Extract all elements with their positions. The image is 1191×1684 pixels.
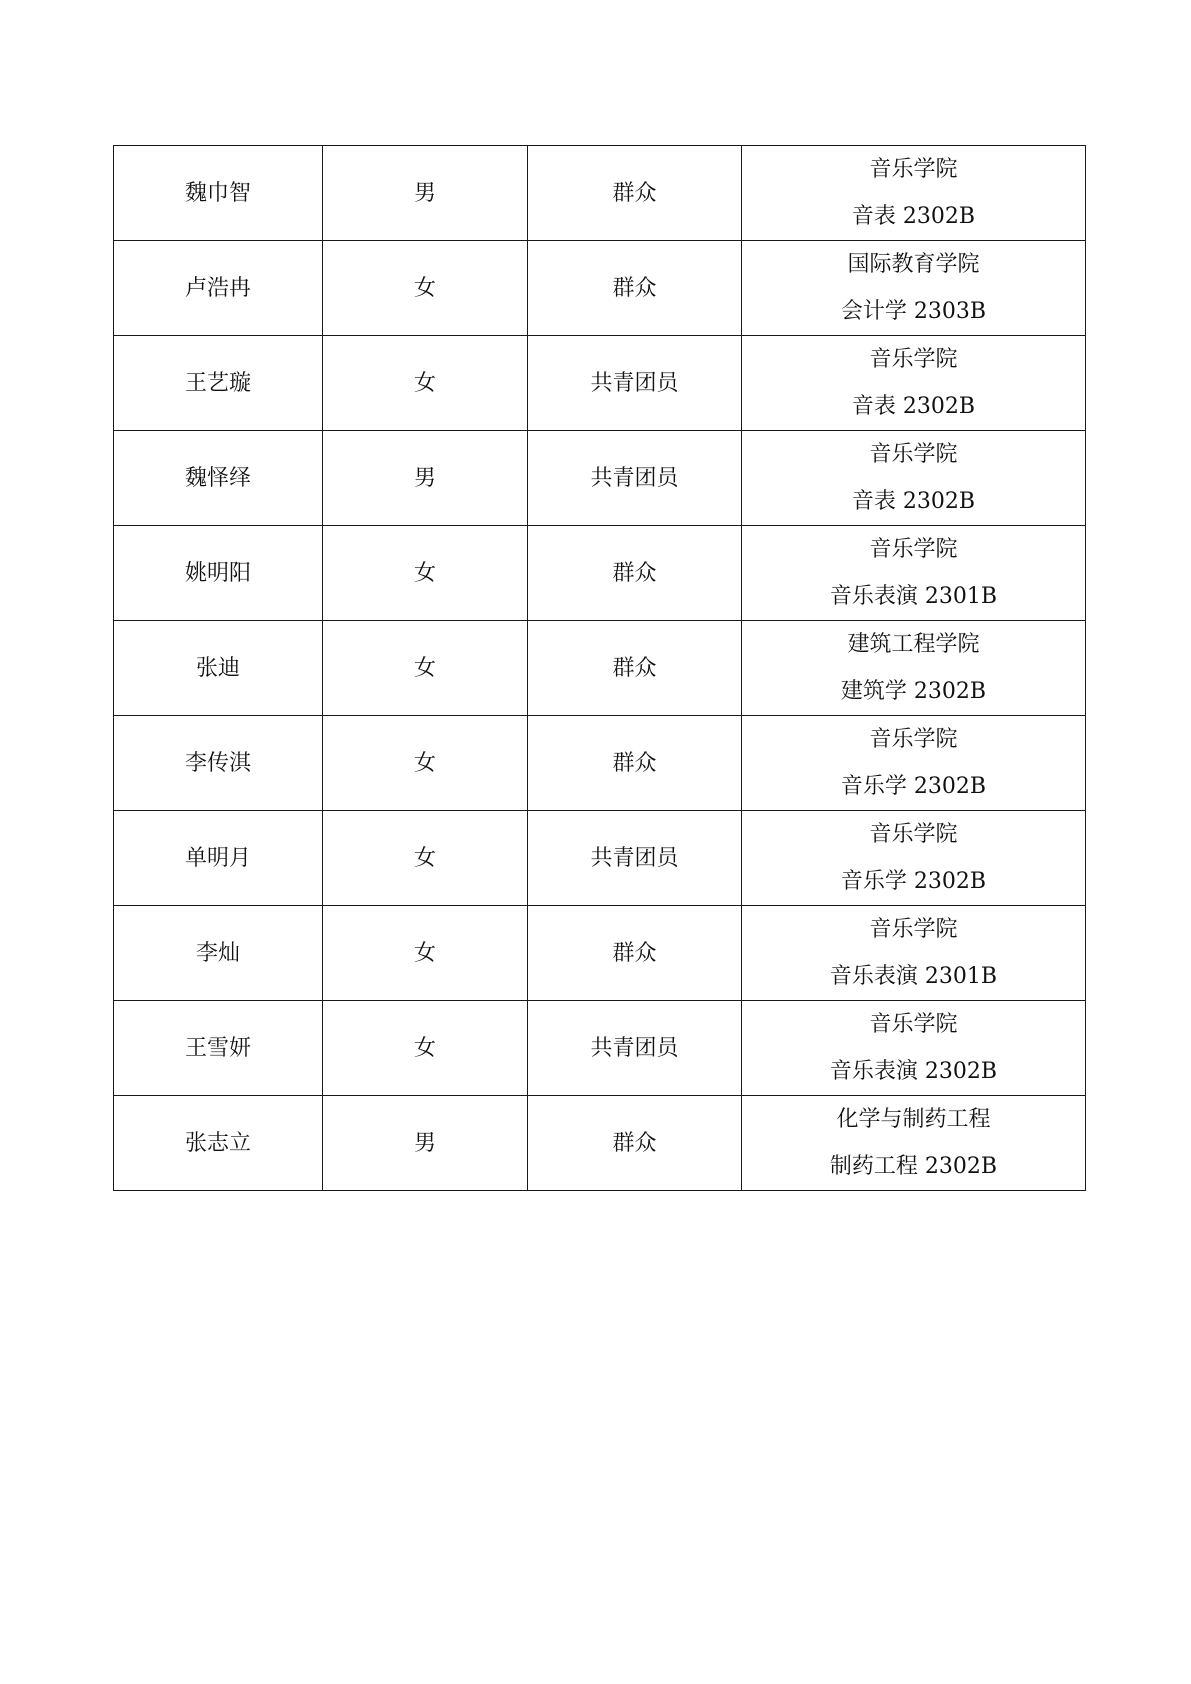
class-text: 音乐表演 2301B: [829, 584, 998, 609]
political-status-cell: 群众: [528, 146, 742, 241]
class-text: 制药工程 2302B: [829, 1154, 998, 1179]
gender-cell: 女: [323, 716, 528, 811]
unit-cell: [742, 241, 1086, 336]
name-cell: 魏巾智: [114, 146, 323, 241]
political-status-cell: 群众: [528, 526, 742, 621]
class-text: 音表 2302B: [851, 394, 976, 419]
name-cell: 单明月: [114, 811, 323, 906]
unit-cell: [742, 1096, 1086, 1191]
gender-cell: 男: [323, 146, 528, 241]
college-text: 音乐学院: [869, 1012, 958, 1037]
unit-cell: [742, 1001, 1086, 1096]
name-cell: 姚明阳: [114, 526, 323, 621]
political-status-cell: 群众: [528, 1096, 742, 1191]
political-status-cell: 共青团员: [528, 1001, 742, 1096]
class-text: 音表 2302B: [851, 204, 976, 229]
gender-cell: 女: [323, 336, 528, 431]
gender-cell: 女: [323, 241, 528, 336]
table-row: [114, 716, 1086, 811]
college-text: 音乐学院: [869, 727, 958, 752]
table-row: [114, 1096, 1086, 1191]
gender-cell: 女: [323, 1001, 528, 1096]
class-text: 音乐学 2302B: [840, 774, 987, 799]
class-text: 音乐表演 2301B: [829, 964, 998, 989]
table-row: [114, 241, 1086, 336]
table-row: [114, 906, 1086, 1001]
gender-cell: 女: [323, 906, 528, 1001]
class-text: 音表 2302B: [851, 489, 976, 514]
table-row: [114, 526, 1086, 621]
gender-cell: 男: [323, 431, 528, 526]
unit-cell: [742, 716, 1086, 811]
college-text: 国际教育学院: [847, 252, 980, 277]
college-text: 音乐学院: [869, 917, 958, 942]
unit-cell: [742, 811, 1086, 906]
table-row: [114, 621, 1086, 716]
political-status-cell: 共青团员: [528, 336, 742, 431]
college-text: 建筑工程学院: [847, 632, 980, 657]
unit-cell: [742, 431, 1086, 526]
political-status-cell: 群众: [528, 716, 742, 811]
unit-cell: [742, 906, 1086, 1001]
class-text: 建筑学 2302B: [840, 679, 987, 704]
political-status-cell: 群众: [528, 241, 742, 336]
class-text: 音乐学 2302B: [840, 869, 987, 894]
name-cell: 张迪: [114, 621, 323, 716]
name-cell: 魏怿绎: [114, 431, 323, 526]
table-row: [114, 811, 1086, 906]
college-text: 音乐学院: [869, 157, 958, 182]
college-text: 音乐学院: [869, 822, 958, 847]
unit-cell: [742, 526, 1086, 621]
unit-cell: [742, 336, 1086, 431]
name-cell: 李灿: [114, 906, 323, 1001]
class-text: 音乐表演 2302B: [829, 1059, 998, 1084]
gender-cell: 女: [323, 526, 528, 621]
table-row: [114, 431, 1086, 526]
gender-cell: 男: [323, 1096, 528, 1191]
political-status-cell: 共青团员: [528, 811, 742, 906]
name-cell: 王艺璇: [114, 336, 323, 431]
unit-cell: [742, 146, 1086, 241]
table-row: [114, 146, 1086, 241]
name-cell: 王雪妍: [114, 1001, 323, 1096]
college-text: 音乐学院: [869, 347, 958, 372]
college-text: 化学与制药工程: [836, 1107, 991, 1132]
table-row: [114, 336, 1086, 431]
student-roster-table: [113, 145, 1086, 1191]
gender-cell: 女: [323, 621, 528, 716]
college-text: 音乐学院: [869, 442, 958, 467]
name-cell: 张志立: [114, 1096, 323, 1191]
class-text: 会计学 2303B: [840, 299, 987, 324]
name-cell: 李传淇: [114, 716, 323, 811]
unit-cell: [742, 621, 1086, 716]
gender-cell: 女: [323, 811, 528, 906]
college-text: 音乐学院: [869, 537, 958, 562]
political-status-cell: 共青团员: [528, 431, 742, 526]
political-status-cell: 群众: [528, 906, 742, 1001]
name-cell: 卢浩冉: [114, 241, 323, 336]
political-status-cell: 群众: [528, 621, 742, 716]
table-row: [114, 1001, 1086, 1096]
